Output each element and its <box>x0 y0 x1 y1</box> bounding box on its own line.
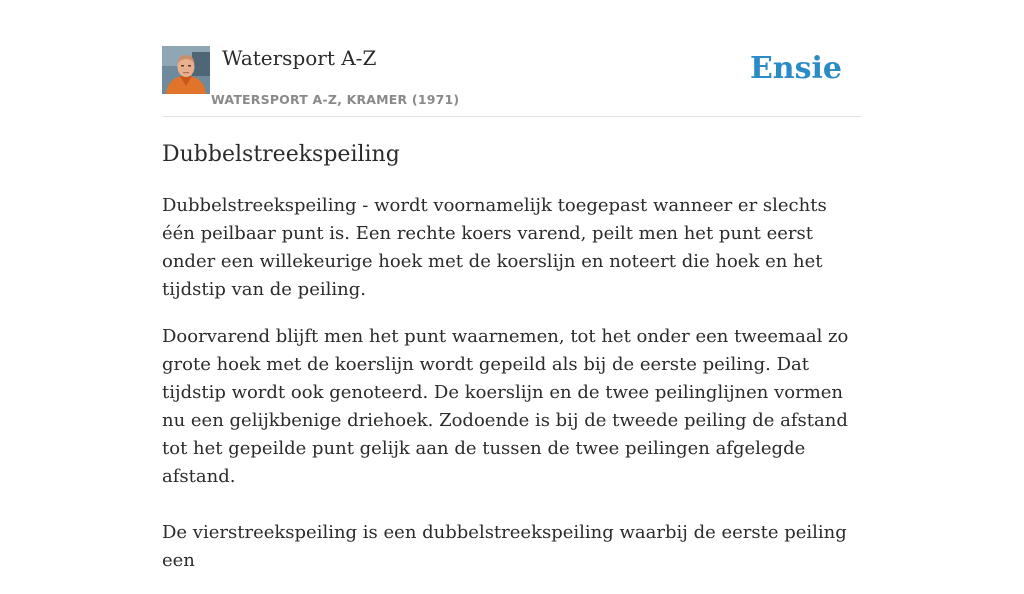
paragraph: Doorvarend blijft men het punt waarnemen, tot het onder een tweemaal zo grote hoek met de koerslijn wordt gepeild als bij de eerste peiling. Dat tijdstip wordt ook genoteerd. De koerslijn en de twee peilinglijnen vormen nu een gelijkbenige driehoek. Zodoende is bij de tweede peiling de afstand tot het gepeilde punt gelijk aan de tussen de twee peilingen afgelegde afstand. <box>162 326 849 487</box>
person-avatar-icon <box>162 46 210 94</box>
article-body <box>162 192 862 594</box>
source-label: WATERSPORT A-Z, KRAMER (1971) <box>211 92 460 107</box>
ensie-logo[interactable]: Ensie <box>749 51 842 86</box>
article-header <box>162 46 862 117</box>
paragraph: Dubbelstreekspeiling - wordt voornamelijk toegepast wanneer er slechts één peilbaar punt is. Een rechte koers varend, peilt men het punt eerst onder een willekeurige hoek met de koerslijn en noteert die hoek en het tijdstip van de peiling. <box>162 195 827 300</box>
paragraph: De vierstreekspeiling is een dubbelstreekspeiling waarbij de eerste peiling een <box>162 522 847 571</box>
article-title: Dubbelstreekspeiling <box>162 142 400 167</box>
author-avatar[interactable] <box>162 46 210 94</box>
author-name[interactable]: Watersport A-Z <box>222 46 377 70</box>
